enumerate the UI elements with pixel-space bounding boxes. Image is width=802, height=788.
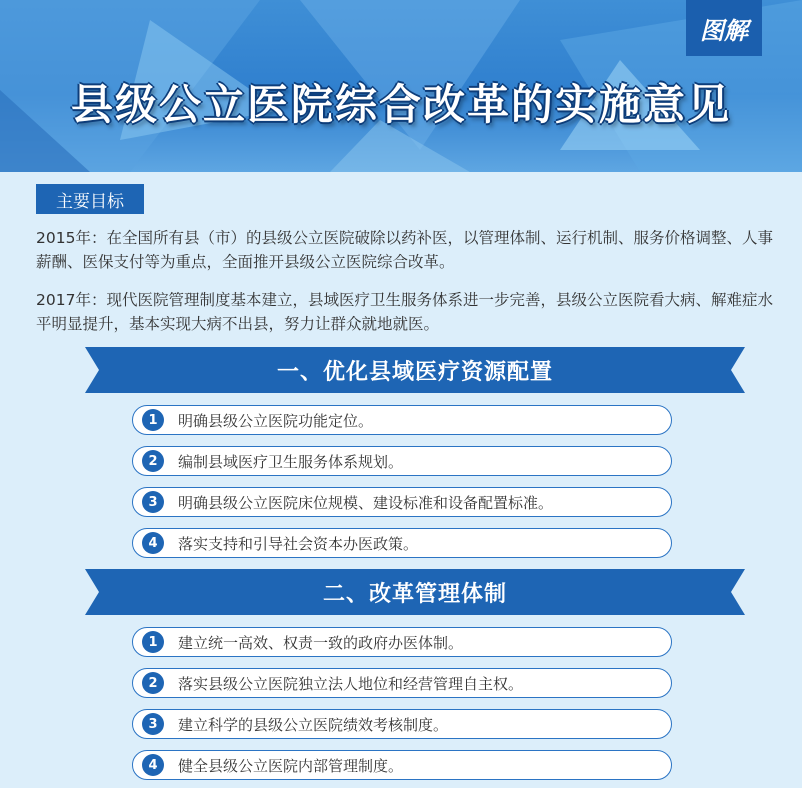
page-title: 县级公立医院综合改革的实施意见 xyxy=(70,80,731,129)
infographic-badge: 图解 xyxy=(686,0,762,56)
number-badge: 2 xyxy=(142,450,164,472)
section-title-2: 二、改革管理体制 xyxy=(322,581,507,607)
list-item-text: 建立统一高效、权责一致的政府办医体制。 xyxy=(178,633,464,652)
section-banner-1 xyxy=(85,347,745,393)
list-item-text: 明确县级公立医院床位规模、建设标准和设备配置标准。 xyxy=(178,493,554,512)
list-item xyxy=(132,627,672,657)
list-item-text: 建立科学的县级公立医院绩效考核制度。 xyxy=(178,715,449,734)
number-badge: 3 xyxy=(142,491,164,513)
number-badge: 2 xyxy=(142,672,164,694)
header-banner xyxy=(0,0,802,172)
section-banner-2 xyxy=(85,569,745,615)
section-title-1: 一、优化县域医疗资源配置 xyxy=(276,359,553,385)
list-item xyxy=(132,668,672,698)
list-item-text: 明确县级公立医院功能定位。 xyxy=(178,411,374,430)
number-badge: 1 xyxy=(142,631,164,653)
number-badge: 4 xyxy=(142,532,164,554)
goal-2015-text: 2015年：在全国所有县（市）的县级公立医院破除以药补医，以管理体制、运行机制、服务价格调整、人事薪酬、医保支付等为重点，全面推开县级公立医院综合改革。 xyxy=(36,229,773,271)
list-item xyxy=(132,528,672,558)
number-badge: 3 xyxy=(142,713,164,735)
list-item xyxy=(132,709,672,739)
number-badge: 1 xyxy=(142,409,164,431)
number-badge: 4 xyxy=(142,754,164,776)
goals-tag: 主要目标 xyxy=(36,184,144,214)
list-item xyxy=(132,405,672,435)
list-item-text: 落实支持和引导社会资本办医政策。 xyxy=(178,534,419,553)
list-item-text: 落实县级公立医院独立法人地位和经营管理自主权。 xyxy=(178,674,524,693)
list-item-text: 编制县域医疗卫生服务体系规划。 xyxy=(178,452,404,471)
list-item-text: 健全县级公立医院内部管理制度。 xyxy=(178,756,404,775)
list-item xyxy=(132,446,672,476)
goal-2017-text: 2017年：现代医院管理制度基本建立，县域医疗卫生服务体系进一步完善，县级公立医院看大病、解难症水平明显提升，基本实现大病不出县，努力让群众就地就医。 xyxy=(36,291,773,333)
list-item xyxy=(132,487,672,517)
list-item xyxy=(132,750,672,780)
